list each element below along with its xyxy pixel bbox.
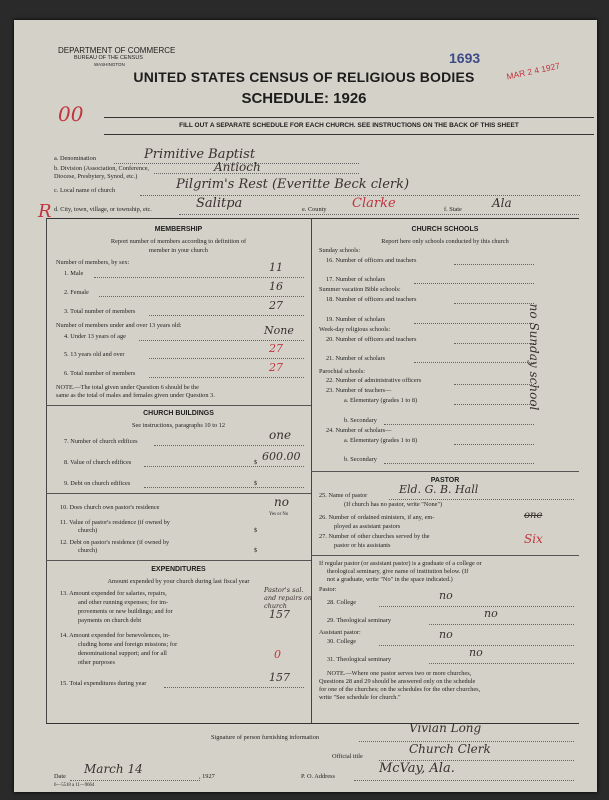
q18-label: 18. Number of officers and teachers [326,296,417,303]
under-over-label: Number of members under and over 13 years old: [56,322,182,329]
q5-line [149,358,304,359]
division-value: Antioch [214,160,261,174]
schools-sub: Report here only schools conducted by this church [381,238,509,245]
q28-label: 28. College [327,599,357,606]
q19-label: 19. Number of scholars [326,316,386,323]
q31-line [429,663,574,664]
sunday-label: Sunday schools: [319,247,361,254]
r-margin-mark: R [38,201,52,222]
q28-line [379,606,574,607]
q15-label: 15. Total expenditures during year [60,680,147,687]
q14-answer: 0 [274,648,281,661]
q15-answer: 157 [269,671,290,684]
q1-label: 1. Male [64,270,84,277]
denomination-value: Primitive Baptist [144,147,256,162]
expenditures-sub: Amount expended by your church during last fiscal year [107,578,250,585]
state-label: f. State [444,206,462,213]
pastor-sub-label: Pastor: [319,586,337,593]
q17-line [414,283,534,284]
q31-answer: no [469,646,483,659]
division-label: b. Division (Association, Conference, Diocese, Presbytery, Synod, etc.) [54,165,150,180]
membership-note1: NOTE.—The total given under Question 6 should be the [56,384,199,391]
q18-line [454,303,534,304]
date-value: March 14 [84,762,143,776]
q9-label: 9. Debt on church edifices [64,480,131,487]
q14-label-b: cluding home and foreign missions; for [78,641,178,648]
q16-line [454,264,534,265]
q27-label-b: pastor or his assistants [334,542,391,549]
q8-line [144,466,304,467]
q10-answer: no [274,495,289,509]
q8-dollar: $ [254,459,258,466]
q24-label: 24. Number of scholars— [326,427,392,434]
form-codes: 6—5518 a 11—9664 [54,783,95,788]
city-value: Salitpa [196,196,243,211]
q23a-line [454,404,534,405]
q21-line [414,362,534,363]
q3-line [149,315,304,316]
q9-line [144,487,304,488]
q6-line [149,377,304,378]
pastor-heading: PASTOR [430,477,460,484]
grid-top-rule [46,218,579,219]
q13-label-a: 13. Amount expended for salaries, repairs, [60,590,167,597]
city-label: d. City, town, village, or township, etc. [54,206,152,213]
q29-label: 29. Theological seminary [327,617,392,624]
q12-dollar: $ [254,547,258,554]
asst-sub-label: Assistant pastor: [319,629,361,636]
q24b-line [384,463,534,464]
q23-label: 23. Number of teachers— [326,387,392,394]
grad-instruction-1: If regular pastor (or assistant pastor) is a graduate of a college or [319,560,482,567]
no-sunday-school-note: no Sunday school [527,303,541,411]
grad-instruction-3: not a graduate, write "No" in the space indicated.) [327,576,453,583]
q3-label: 3. Total number of members [64,308,136,315]
q7-label: 7. Number of church edifices [64,438,138,445]
q27-label-a: 27. Number of other churches served by the [319,533,430,540]
q1-line [94,277,304,278]
membership-note2: same as the total of males and females given under Question 3. [56,392,215,399]
q16-label: 16. Number of officers and teachers [326,257,417,264]
address-label: P. O. Address [301,773,335,780]
q24b-label: b. Secondary [344,456,377,463]
church-name-label: c. Local name of church [54,187,116,194]
q2-label: 2. Female [64,289,89,296]
q31-label: 31. Theological seminary [327,656,392,663]
q11-dollar: $ [254,527,258,534]
q4-label: 4. Under 13 years of age [64,333,126,340]
q23b-label: b. Secondary [344,417,377,424]
date-label: Date [54,773,66,780]
q13-answer: 157 [269,608,290,621]
q13-note: Pastor's sal. and repairs on church [264,586,312,610]
membership-sub1: Report number of members according to definition of [110,238,247,245]
yes-no-hint: Yes or No [269,512,289,517]
header-rule-bottom [104,134,594,135]
pastor-note-3: for one of the churches; on the schedules for the other churches, [319,686,481,693]
signature-value: Vivian Long [409,721,482,735]
official-title-value: Church Clerk [409,742,491,756]
instruction-line: FILL OUT A SEPARATE SCHEDULE FOR EACH CHURCH. SEE INSTRUCTIONS ON THE BACK OF THIS SHEET [179,122,519,129]
expenditures-heading: EXPENDITURES [151,566,206,573]
q25-answer: Eld. G. B. Hall [399,483,479,496]
county-label: e. County [302,206,327,213]
q20-label: 20. Number of officers and teachers [326,336,417,343]
q28-answer: no [439,589,453,602]
q2-answer: 16 [269,280,283,293]
division-line [154,173,359,174]
date-line [70,780,200,781]
census-schedule-page [14,20,597,792]
q22-line [454,384,534,385]
q11-label-b: church) [78,527,98,534]
county-value: Clarke [352,196,396,211]
q14-label-d: other purposes [78,659,115,666]
q26-answer: one [524,510,543,521]
q10-label: 10. Does church own pastor's residence [60,504,160,511]
pastor-note-4: write "See schedule for church." [319,694,401,701]
membership-rule [46,405,311,406]
received-date-stamp: MAR 2 4 1927 [505,60,561,82]
q3-answer: 27 [269,299,283,312]
by-sex-label: Number of members, by sex: [56,259,130,266]
q9-dollar: $ [254,480,258,487]
q2-line [99,296,304,297]
left-border [46,218,47,723]
q5-answer: 27 [269,342,283,355]
pastor-rule [311,555,579,556]
q7-line [154,445,304,446]
buildings-sub: See instructions, paragraphs 10 to 12 [131,422,226,429]
dept-label: DEPARTMENT OF COMMERCE [58,46,176,55]
grad-instruction-2: theological seminary, give name of institution below. (If [327,568,469,575]
q25-line [389,499,574,500]
pastor-note-1: NOTE.—Where one pastor serves two or more churches, [327,670,472,677]
buildings-heading: CHURCH BUILDINGS [143,410,214,417]
q4-answer: None [264,324,294,337]
q14-label-a: 14. Amount expended for benevolences, in- [60,632,170,639]
q11-label-a: 11. Value of pastor's residence (if owned by [60,519,170,526]
schools-rule [311,471,579,472]
summer-label: Summer vacation Bible schools: [319,286,401,293]
q29-line [429,624,574,625]
q19-line [414,323,534,324]
schedule-title: SCHEDULE: 1926 [241,90,367,107]
q27-answer: Six [524,532,543,546]
form-number: 1693 [449,50,481,66]
parochial-label: Parochial schools: [319,368,365,375]
q20-line [454,343,534,344]
q21-label: 21. Number of scholars [326,355,386,362]
q24a-label: a. Elementary (grades 1 to 8) [344,437,418,444]
q6-answer: 27 [269,361,283,374]
q4-line [139,340,304,341]
q13-label-b: and other running expenses; for im- [78,599,169,606]
official-title-label: Official title [332,753,363,760]
q17-label: 17. Number of scholars [326,276,386,283]
buildings-rule [46,493,311,494]
q25-label-a: 25. Name of pastor [319,492,368,499]
q30-answer: no [439,628,453,641]
church-name-value: Pilgrim's Rest (Everitte Beck clerk) [176,177,410,192]
q15-line [164,687,304,688]
q13-label-c: provements or new buildings; and for [78,608,173,615]
q12-label-b: church) [78,547,98,554]
q22-label: 22. Number of administrative officers [326,377,422,384]
q14-label-c: denominational support; and for all [78,650,167,657]
address-value: McVay, Ala. [379,761,455,776]
buildings-bottom-rule [46,560,311,561]
bureau-label: BUREAU OF THE CENSUS [74,55,143,61]
signature-label: Signature of person furnishing information [211,734,320,741]
year-label: , 1927 [199,773,215,780]
q23b-line [384,424,534,425]
q6-label: 6. Total number of members [64,370,136,377]
header-rule-top [104,117,594,118]
weekday-label: Week-day religious schools: [319,326,391,333]
q12-label-a: 12. Debt on pastor's residence (if owned by [60,539,170,546]
q26-label-a: 26. Number of ordained ministers, if any, em- [319,514,435,521]
city-line [179,214,579,215]
q8-answer: 600.00 [262,450,301,463]
denomination-label: a. Denomination [54,155,96,162]
q8-label: 8. Value of church edifices [64,459,132,466]
q7-answer: one [269,428,292,442]
pastor-note-2: Questions 28 and 29 should be answered only on the schedule [319,678,476,685]
membership-heading: MEMBERSHIP [154,226,203,233]
q23a-label: a. Elementary (grades 1 to 8) [344,397,418,404]
q1-answer: 11 [269,261,283,274]
grid-bottom-rule [46,723,579,724]
q25-label-b: (If church has no pastor, write "None") [344,501,443,508]
state-value: Ala [492,196,512,210]
q5-label: 5. 13 years old and over [64,351,125,358]
q26-label-b: ployed as assistant pastors [334,523,401,530]
margin-mark: 00 [58,102,84,126]
q24a-line [454,444,534,445]
address-line [354,780,574,781]
q30-label: 30. College [327,638,357,645]
q29-answer: no [484,607,498,620]
q13-label-d: payments on church debt [78,617,142,624]
membership-sub2: member in your church [149,247,208,254]
form-title: UNITED STATES CENSUS OF RELIGIOUS BODIES [133,69,475,85]
schools-heading: CHURCH SCHOOLS [411,226,479,233]
city-label: WASHINGTON [94,62,125,67]
